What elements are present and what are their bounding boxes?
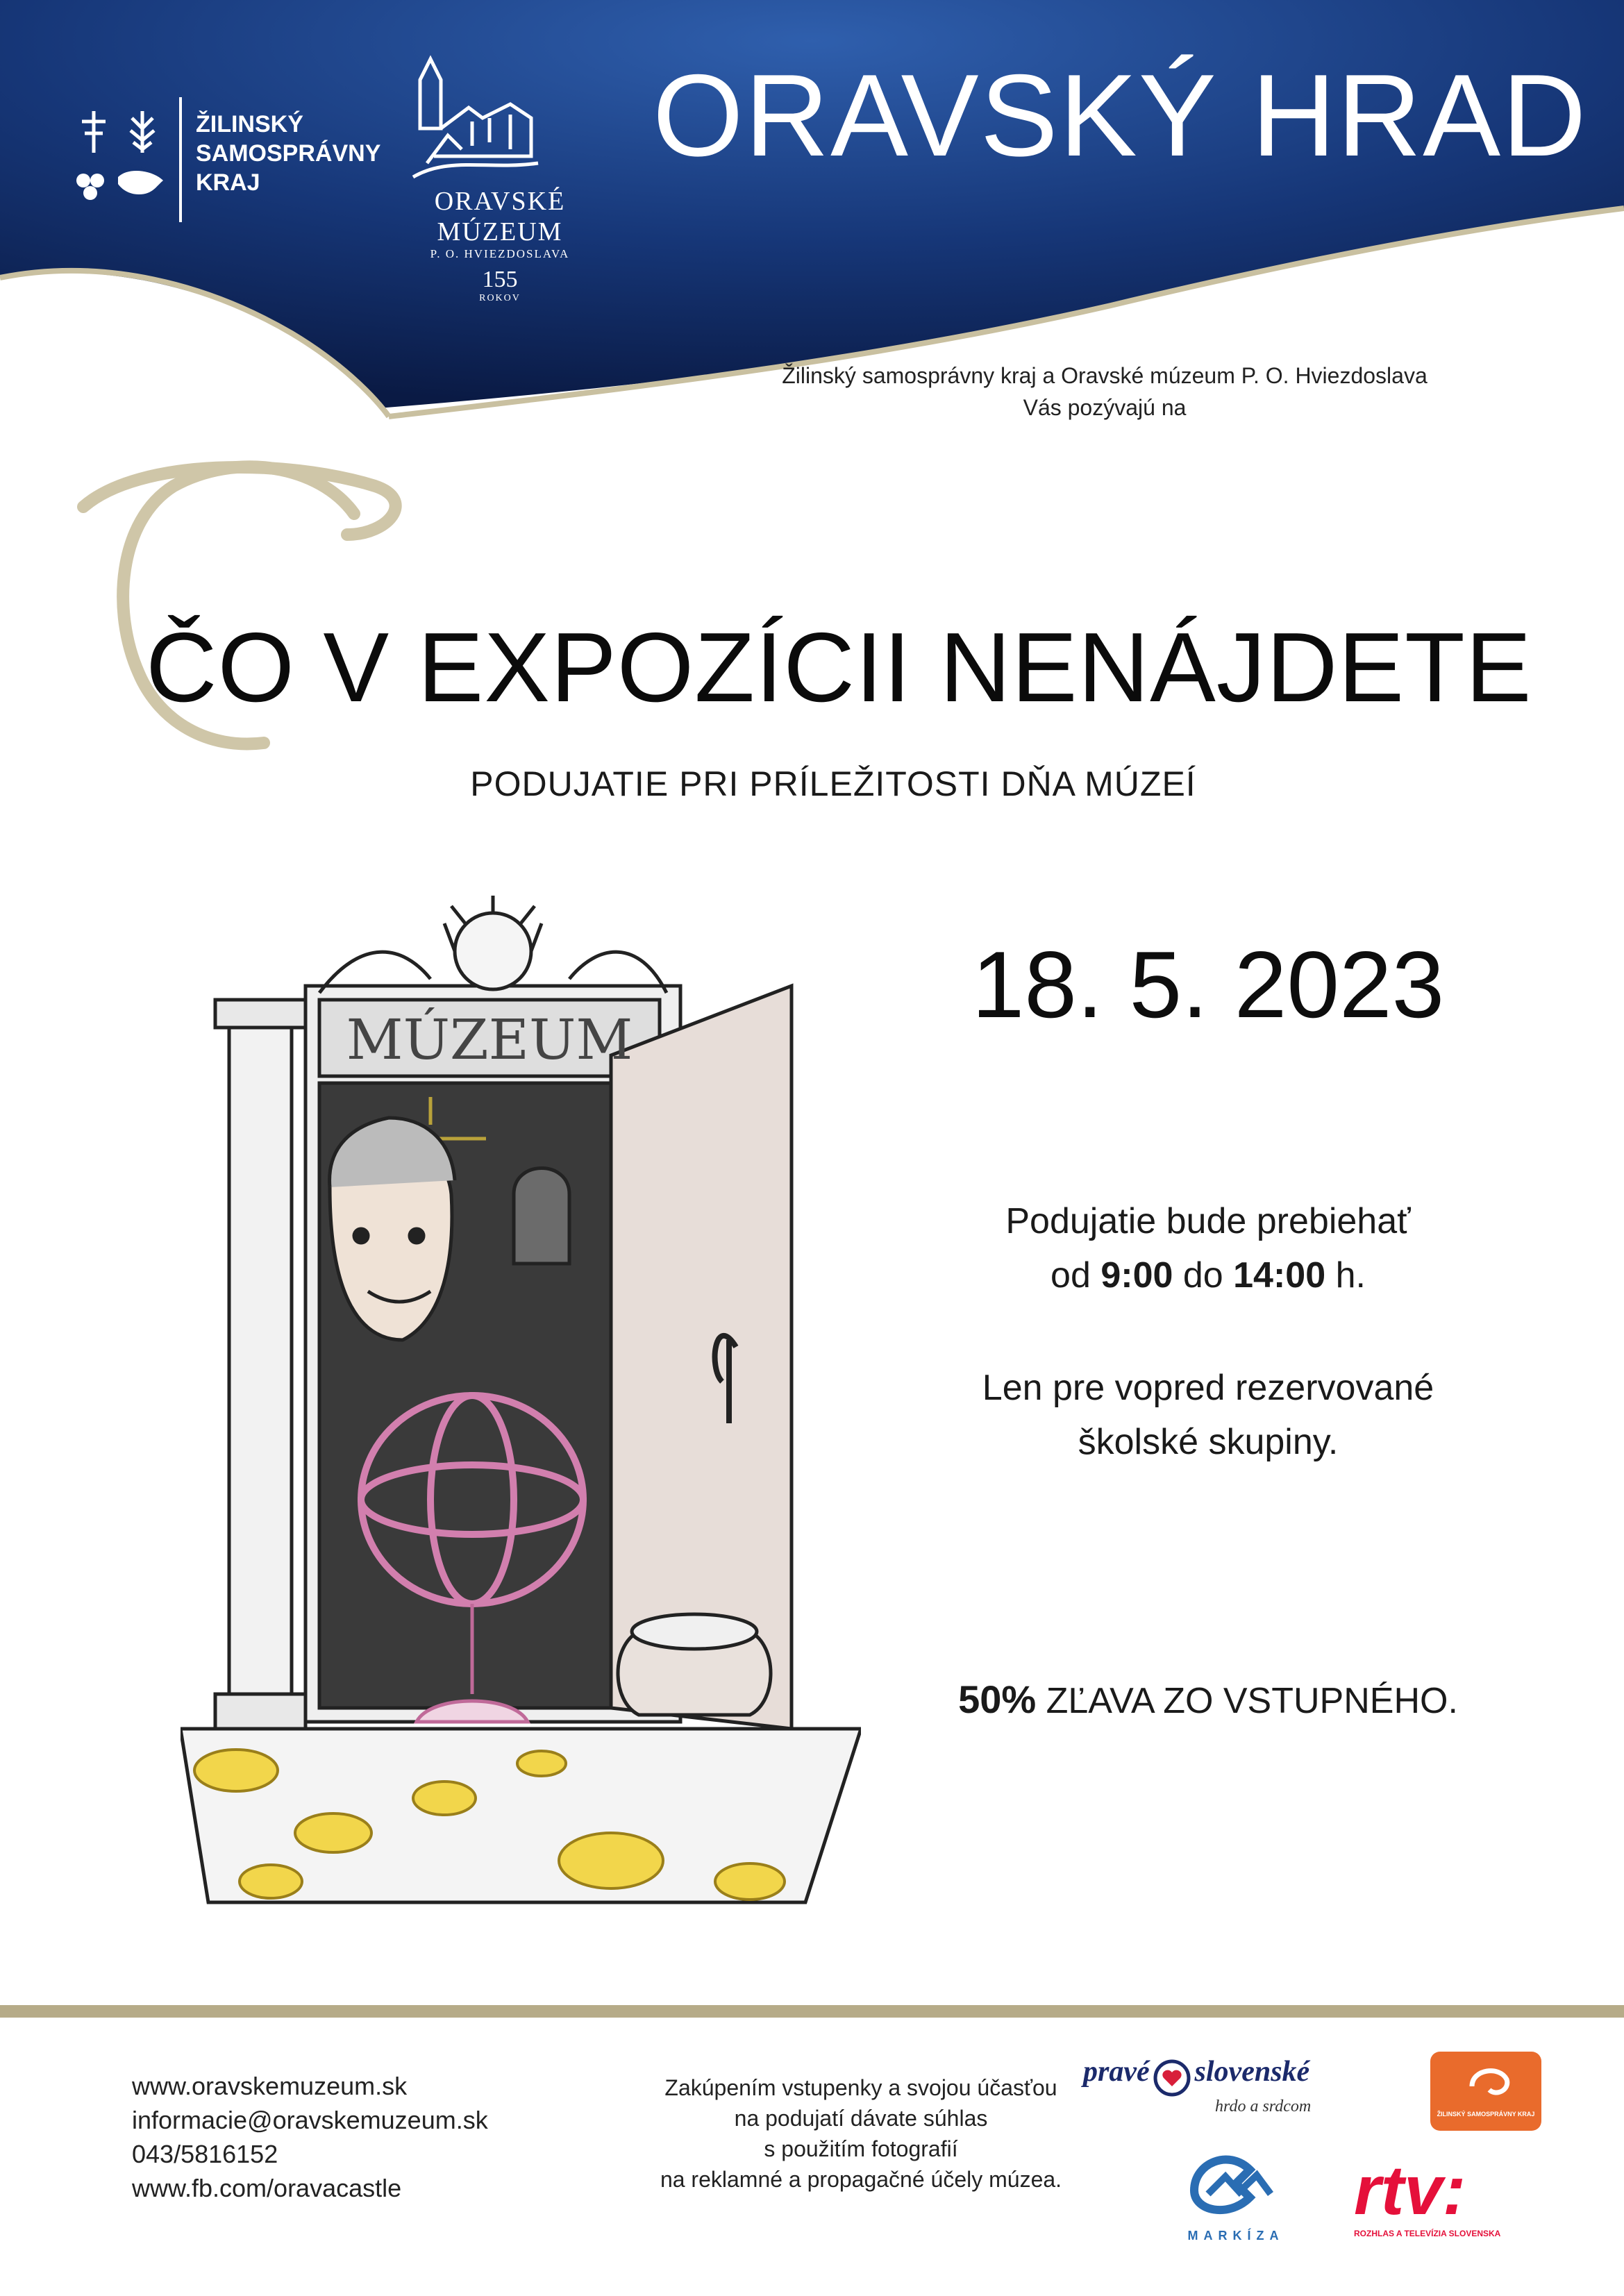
footer-divider bbox=[0, 2005, 1624, 2018]
rtv-mark: rtv: bbox=[1354, 2152, 1466, 2229]
invite-line-2: Vás pozývajú na bbox=[1023, 395, 1187, 420]
zsk-line-1: ŽILINSKÝ bbox=[196, 111, 303, 137]
contact-phone: 043/5816152 bbox=[132, 2140, 278, 2168]
zsk-orange-text: ŽILINSKÝ SAMOSPRÁVNY KRAJ bbox=[1437, 2111, 1535, 2118]
prave-slovenske-right: slovenské bbox=[1194, 2056, 1310, 2088]
prave-slovenske-tagline: hrdo a srdcom bbox=[1215, 2097, 1312, 2115]
time-mid: do bbox=[1173, 1255, 1234, 1296]
time-suffix: h. bbox=[1325, 1255, 1366, 1296]
prave-slovenske-left: pravé bbox=[1083, 2056, 1150, 2088]
notice-line-4: na reklamné a propagačné účely múzea. bbox=[660, 2167, 1062, 2192]
markiza-text: MARKÍZA bbox=[1187, 2229, 1284, 2243]
museum-name-line1: ORAVSKÉ bbox=[434, 187, 566, 216]
notice-line-2: na podujatí dávate súhlas bbox=[734, 2106, 988, 2131]
footer-contacts bbox=[132, 2069, 488, 2205]
markiza-logo bbox=[1166, 2142, 1305, 2267]
invite-line-1: Žilinský samosprávny kraj a Oravské múzeum P. O. Hviezdoslava bbox=[782, 363, 1428, 388]
zsk-line-2: SAMOSPRÁVNY bbox=[196, 140, 381, 167]
event-subtitle: PODUJATIE PRI PRÍLEŽITOSTI DŇA MÚZEÍ bbox=[470, 764, 1196, 803]
museum-door-illustration bbox=[181, 896, 861, 1937]
museum-name-line2: MÚZEUM bbox=[437, 217, 563, 246]
museum-anniversary-label: ROKOV bbox=[479, 293, 521, 303]
time-prefix: od bbox=[1050, 1255, 1101, 1296]
swirl-icon bbox=[1430, 2052, 1541, 2107]
notice-line-3: s použitím fotografií bbox=[764, 2136, 958, 2161]
museum-name-line3: P. O. HVIEZDOSLAVA bbox=[430, 247, 570, 260]
notice-line-1: Zakúpením vstupenky a svojou účasťou bbox=[664, 2075, 1057, 2100]
zsk-coat-of-arms-icon bbox=[69, 104, 174, 208]
zsk-divider-line bbox=[179, 97, 182, 222]
event-title: ČO V EXPOZÍCII NENÁJDETE bbox=[146, 612, 1532, 723]
rtv-logo bbox=[1354, 2152, 1514, 2263]
heart-badge-icon bbox=[1153, 2059, 1191, 2097]
groups-line-2: školské skupiny. bbox=[1078, 1422, 1339, 1462]
discount-info bbox=[903, 1677, 1514, 1722]
contact-facebook-link[interactable]: www.fb.com/oravacastle bbox=[132, 2174, 402, 2202]
footer-consent-notice bbox=[569, 2072, 1153, 2195]
markiza-mark-icon bbox=[1166, 2142, 1305, 2225]
zsk-orange-logo bbox=[1430, 2052, 1541, 2131]
event-time-info bbox=[903, 1194, 1514, 1302]
museum-anniversary-number: 155 bbox=[482, 267, 518, 292]
invite-text bbox=[723, 360, 1487, 424]
discount-percent: 50% bbox=[958, 1677, 1037, 1721]
event-date: 18. 5. 2023 bbox=[971, 932, 1445, 1037]
time-line-1: Podujatie bude prebiehať bbox=[1005, 1201, 1411, 1241]
zsk-logo-text bbox=[196, 110, 380, 197]
museum-logo-text bbox=[389, 186, 611, 304]
time-start: 9:00 bbox=[1100, 1255, 1173, 1296]
contact-email-link[interactable]: informacie@oravskemuzeum.sk bbox=[132, 2106, 488, 2134]
groups-line-1: Len pre vopred rezervované bbox=[982, 1368, 1434, 1408]
prave-slovenske-logo bbox=[1083, 2055, 1375, 2138]
contact-website-link[interactable]: www.oravskemuzeum.sk bbox=[132, 2072, 408, 2100]
event-groups-info bbox=[903, 1361, 1514, 1469]
rtv-text: ROZHLAS A TELEVÍZIA SLOVENSKA bbox=[1354, 2229, 1501, 2238]
castle-logo-icon bbox=[406, 52, 545, 191]
discount-text: ZĽAVA ZO VSTUPNÉHO. bbox=[1036, 1681, 1458, 1721]
time-end: 14:00 bbox=[1233, 1255, 1326, 1296]
illustration-sign-text: MÚZEUM bbox=[346, 1007, 633, 1072]
time-line-2 bbox=[903, 1248, 1514, 1302]
header-title: ORAVSKÝ HRAD bbox=[653, 50, 1588, 181]
zsk-line-3: KRAJ bbox=[196, 169, 260, 196]
